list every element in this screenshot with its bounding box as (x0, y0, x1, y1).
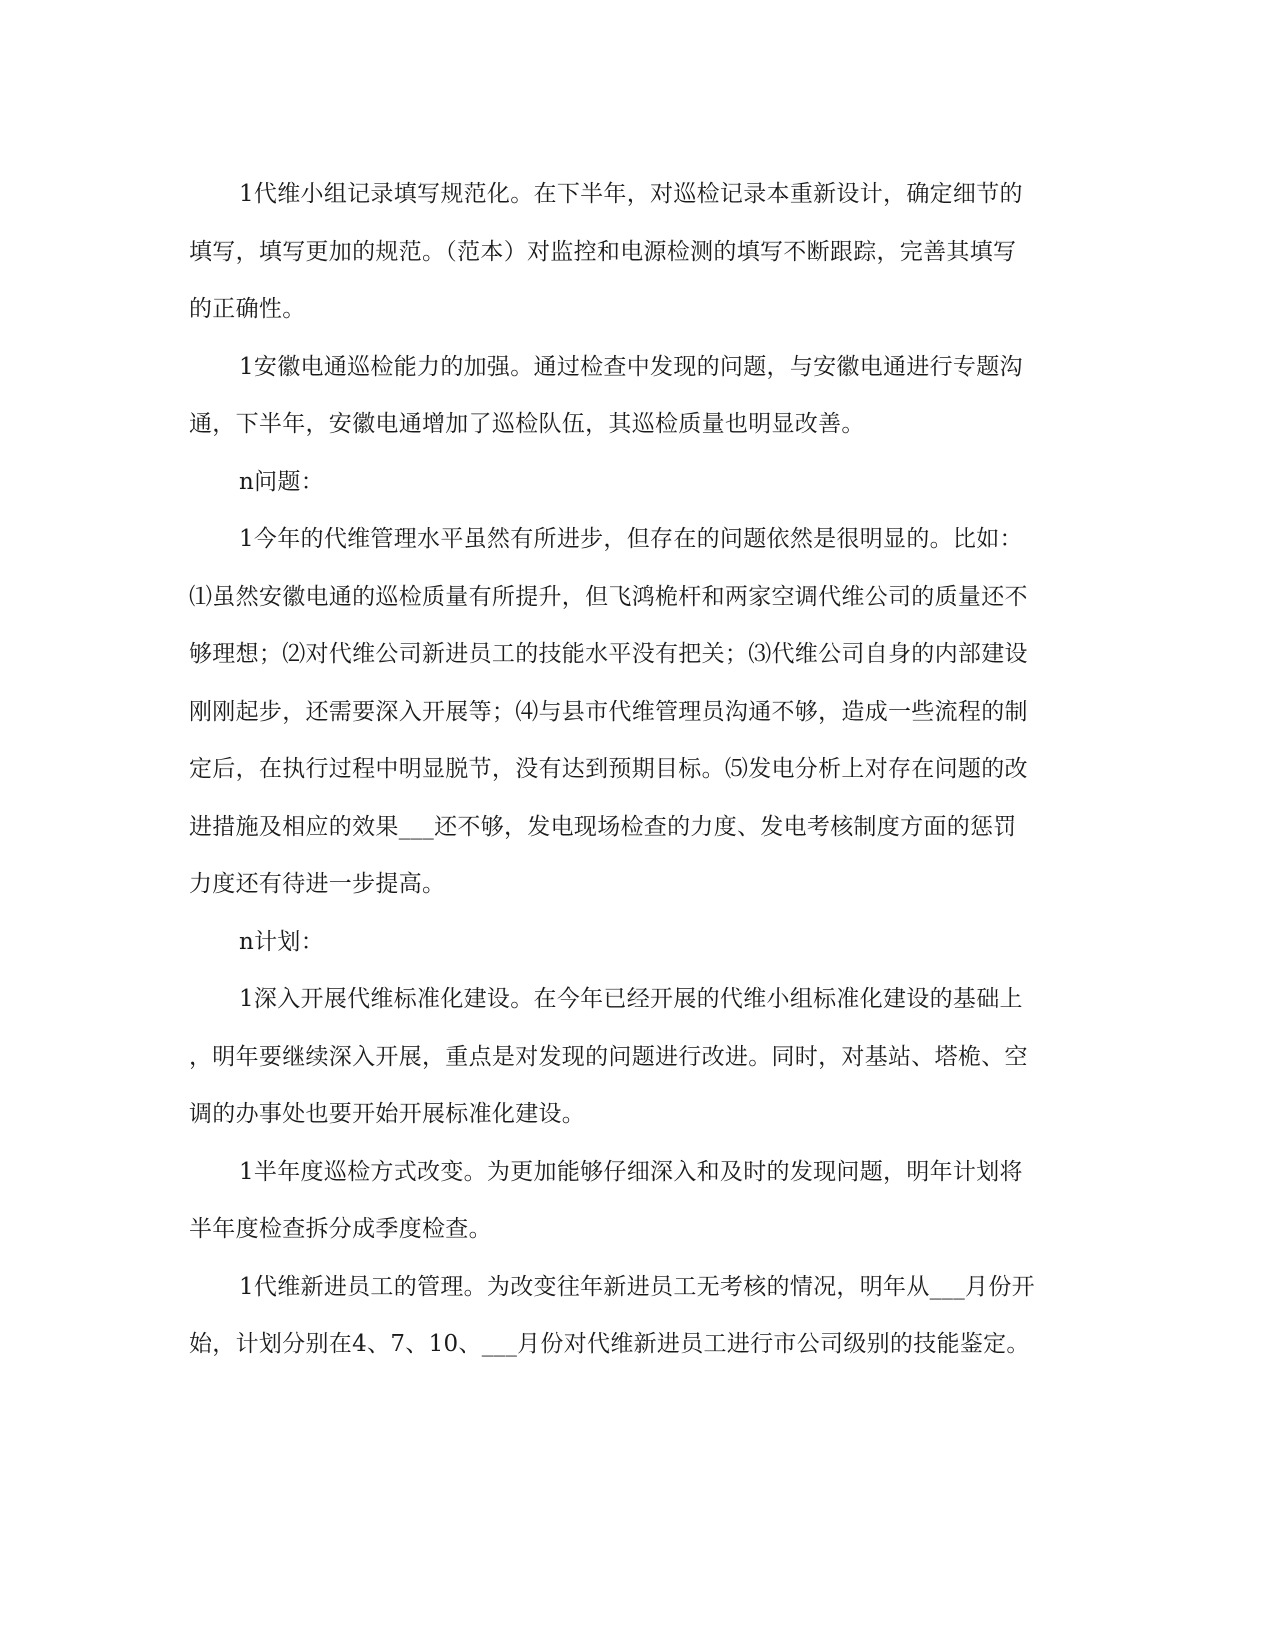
text-line: n问题： (239, 468, 325, 495)
text-line: ，明年要继续深入开展，重点是对发现的问题进行改进。同时，对基站、塔桅、空 (189, 1043, 1028, 1070)
text-line: 1安徽电通巡检能力的加强。通过检查中发现的问题，与安徽电通进行专题沟 (239, 353, 1023, 380)
text-line: 1半年度巡检方式改变。为更加能够仔细深入和及时的发现问题，明年计划将 (239, 1158, 1023, 1185)
text-line: 的正确性。 (189, 296, 306, 322)
section-heading-problems (189, 454, 1089, 512)
paragraph-inspection-method (189, 1144, 1089, 1259)
text-line: 填写，填写更加的规范。（范本）对监控和电源检测的填写不断跟踪，完善其填写 (189, 238, 1017, 265)
text-line: 进措施及相应的效果___还不够，发电现场检查的力度、发电考核制度方面的惩罚 (189, 813, 1017, 840)
text-line: 通，下半年，安徽电通增加了巡检队伍，其巡检质量也明显改善。 (189, 411, 865, 437)
text-line: 半年度检查拆分成季度检查。 (189, 1216, 492, 1242)
paragraph-inspection-capability (189, 339, 1089, 454)
text-line: 刚刚起步，还需要深入开展等；⑷与县市代维管理员沟通不够，造成一些流程的制 (189, 698, 1028, 725)
text-line: 够理想；⑵对代维公司新进员工的技能水平没有把关；⑶代维公司自身的内部建设 (189, 641, 1028, 667)
section-heading-plan (189, 914, 1089, 972)
text-line: ⑴虽然安徽电通的巡检质量有所提升，但飞鸿桅杆和两家空调代维公司的质量还不 (189, 583, 1028, 610)
text-line: n计划： (239, 928, 325, 955)
text-line: 调的办事处也要开始开展标准化建设。 (189, 1101, 586, 1127)
text-line: 1今年的代维管理水平虽然有所进步，但存在的问题依然是很明显的。比如： (239, 526, 1023, 552)
paragraph-standardization-plan (189, 971, 1089, 1144)
text-line: 1深入开展代维标准化建设。在今年已经开展的代维小组标准化建设的基础上 (239, 986, 1023, 1012)
text-line: 力度还有待进一步提高。 (189, 871, 446, 897)
text-line: 1代维新进员工的管理。为改变往年新进员工无考核的情况，明年从___月份开 (239, 1273, 1035, 1300)
paragraph-new-staff-management (189, 1259, 1089, 1374)
text-line: 始，计划分别在4、7、10、___月份对代维新进员工进行市公司级别的技能鉴定。 (189, 1331, 1030, 1357)
paragraph-problems-detail (189, 511, 1089, 914)
document-body (189, 166, 1089, 1374)
text-line: 定后，在执行过程中明显脱节，没有达到预期目标。⑸发电分析上对存在问题的改 (189, 756, 1028, 782)
paragraph-record-standardization (189, 166, 1089, 339)
text-line: 1代维小组记录填写规范化。在下半年，对巡检记录本重新设计，确定细节的 (239, 181, 1023, 207)
